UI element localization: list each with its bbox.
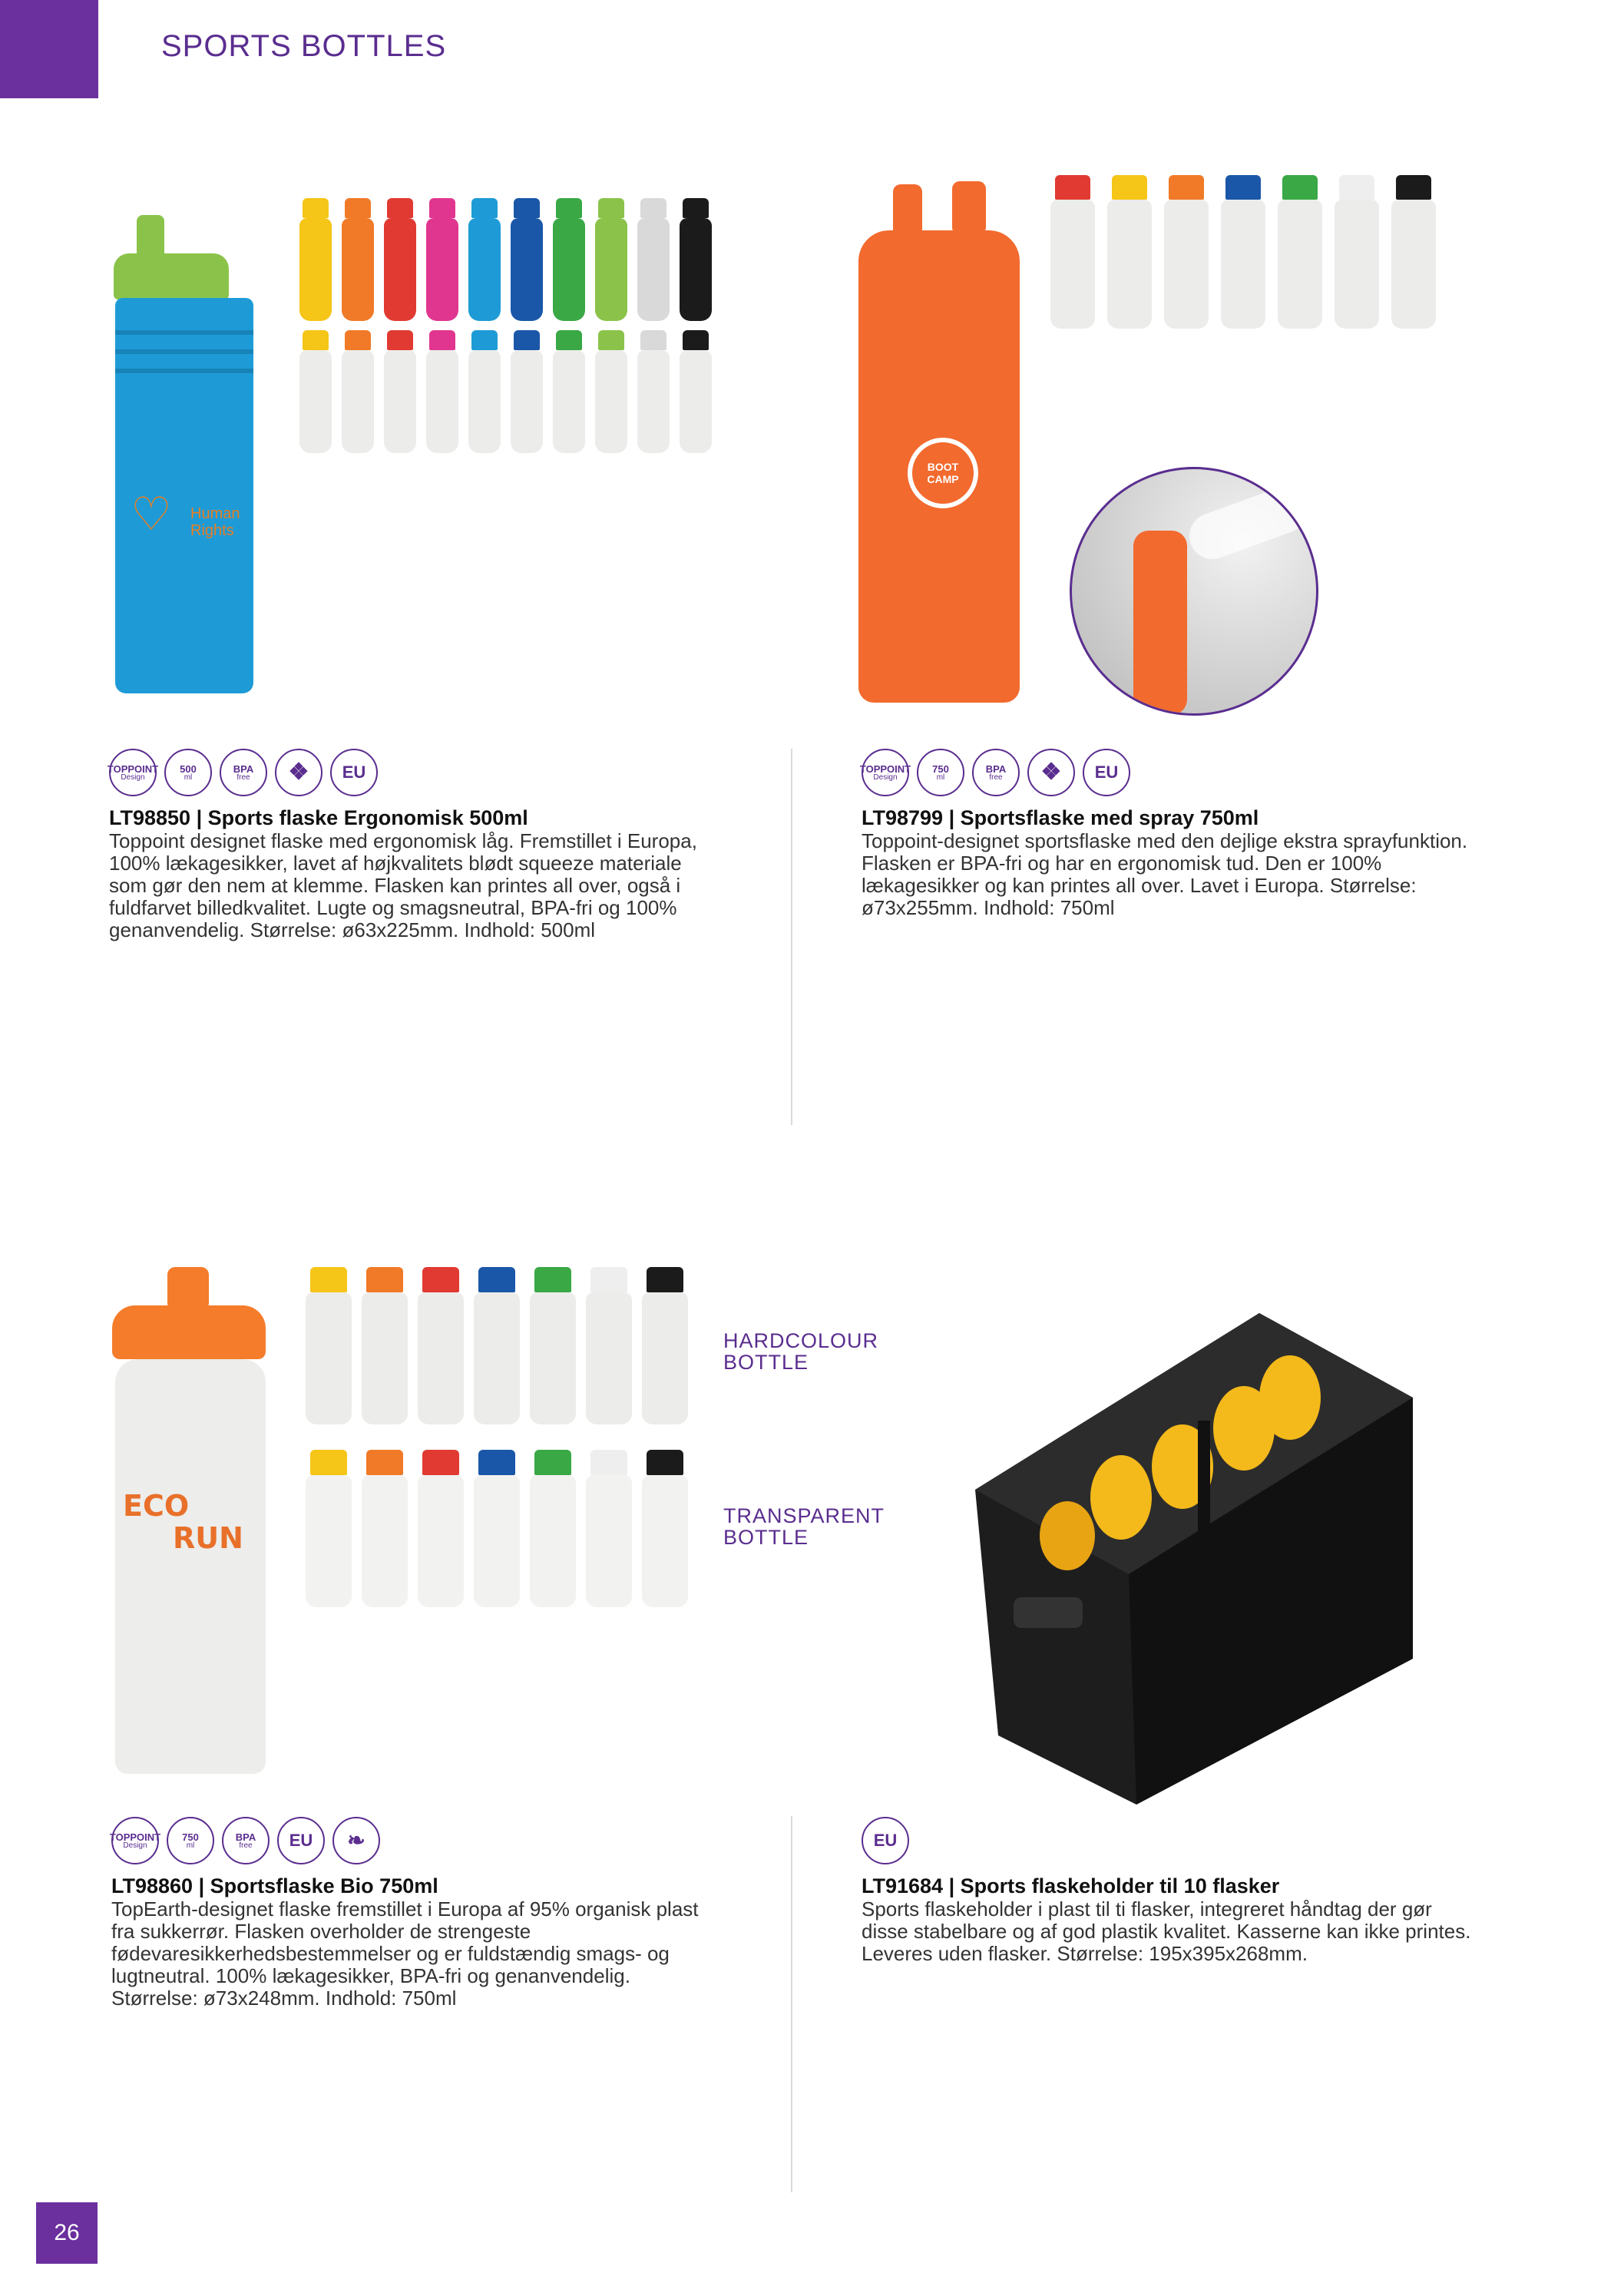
bottle-variant-body (680, 218, 712, 321)
badge-row-1 (109, 749, 378, 796)
bottle-variant-body (362, 1292, 408, 1424)
bottle-variant-cap (598, 330, 624, 350)
bottle-variant-cap (478, 1450, 515, 1475)
badge-row-4 (862, 1817, 909, 1864)
toppoint-design-badge: TOPPOINT Design (111, 1817, 159, 1864)
eu-badge: EU (277, 1817, 325, 1864)
transparent-bottle-label: TRANSPARENT BOTTLE (723, 1504, 885, 1549)
bottle-variant-body (384, 218, 416, 321)
bottle-variant-body (418, 1292, 464, 1424)
bottle-variant-body (1391, 200, 1436, 329)
bottle-variant-body (426, 218, 458, 321)
bottle-variant-cap (429, 330, 455, 350)
bottle-variant-body (299, 218, 332, 321)
bottle-variant-cap (303, 330, 329, 350)
bottle-variant-cap (1169, 175, 1204, 200)
bottle-variant-body (511, 218, 543, 321)
bpa-free-badge: BPA free (220, 749, 267, 796)
bottle-variant-cap (514, 330, 540, 350)
bottle-variant-body (299, 350, 332, 453)
bottle-print-text: Human Rights (190, 505, 240, 539)
bottle-variant-cap (1339, 175, 1374, 200)
bottle-variant-body (418, 1475, 464, 1607)
bottle-variant-cap (556, 330, 582, 350)
bottle-variant-body (637, 218, 670, 321)
bottle-variant-body (1278, 200, 1322, 329)
bottle-variant-body (1107, 200, 1152, 329)
bottle-variant-body (362, 1475, 408, 1607)
bottle-variant-cap (683, 198, 709, 218)
bottle-variant-cap (310, 1267, 347, 1292)
bottle-variant-body (468, 350, 501, 453)
bottle-variant-cap (422, 1267, 459, 1292)
bottle-variant-body (586, 1292, 632, 1424)
bottle-variant-cap (429, 198, 455, 218)
eu-badge: EU (1083, 749, 1130, 796)
toppoint-design-badge: TOPPOINT Design (109, 749, 157, 796)
bottle-variant-cap (471, 330, 498, 350)
bottle-variant-cap (1112, 175, 1147, 200)
toppoint-design-badge: TOPPOINT Design (862, 749, 909, 796)
bottle-variant-cap (534, 1267, 571, 1292)
bottle-variant-cap (640, 198, 666, 218)
puzzle-icon: ❖ (1027, 749, 1075, 796)
bottle-variant-body (642, 1475, 688, 1607)
human-rights-logo: ♡ (131, 488, 172, 540)
bottle-variant-cap (471, 198, 498, 218)
bottle-variant-body (530, 1475, 576, 1607)
product-title-3: LT98860 | Sportsflaske Bio 750ml (111, 1874, 438, 1897)
column-divider-bottom (791, 1816, 792, 2192)
bottle-variant-body (1221, 200, 1265, 329)
bottle-variant-body (637, 350, 670, 453)
bottle-variant-body (586, 1475, 632, 1607)
bottle-variant-body (553, 218, 585, 321)
bottle-variant-cap (345, 330, 371, 350)
bpa-free-badge: BPA free (222, 1817, 270, 1864)
volume-badge: 500 ml (164, 749, 212, 796)
bottle-variant-body (595, 350, 627, 453)
badge-row-3 (111, 1817, 380, 1864)
bottle-variant-body (511, 350, 543, 453)
product-title-4: LT91684 | Sports flaskeholder til 10 flasker (862, 1874, 1280, 1897)
bottle-variant-body (1335, 200, 1379, 329)
bottle-variant-body (384, 350, 416, 453)
bottle-variant-body (342, 350, 374, 453)
column-divider-top (791, 749, 792, 1125)
bottle-variant-body (1050, 200, 1095, 329)
product-title-2: LT98799 | Sportsflaske med spray 750ml (862, 806, 1259, 829)
bottle-variant-body (530, 1292, 576, 1424)
header-color-tab (0, 0, 98, 98)
bottle-variant-cap (1055, 175, 1090, 200)
bottle-variant-cap (598, 198, 624, 218)
product-description-2: Toppoint-designet sportsflaske med den dejlige ekstra sprayfunktion. Flasken er BPA-fri og har en ergonomisk tud. Den er 100% lækagesikker og kan printes all over. Lavet i Europa. Størrelse: ø73x255mm. Indhold: 750ml (862, 829, 1468, 919)
product-description-1: Toppoint designet flaske med ergonomisk låg. Fremstillet i Europa, 100% lækagesikker, lavet af højkvalitets blødt squeeze materiale som gør den nem at klemme. Flasken kan printes all over, også i fuldfarvet billedkvalitet. Lugte og smagsneutral, BPA-fri og 100% genanvendelig. Størrelse: ø63x225mm. Indhold: 500ml (109, 829, 697, 941)
bottle-variant-cap (647, 1450, 683, 1475)
bottle-variant-cap (387, 198, 413, 218)
bottle-variant-cap (590, 1267, 627, 1292)
product-title-1: LT98850 | Sports flaske Ergonomisk 500ml (109, 806, 528, 829)
bottle-variant-body (474, 1475, 520, 1607)
page-number: 26 (36, 2202, 98, 2264)
bottle-variant-cap (478, 1267, 515, 1292)
bottle-variant-body (306, 1292, 352, 1424)
bottle-variant-cap (514, 198, 540, 218)
bottle-variant-cap (590, 1450, 627, 1475)
volume-badge: 750 ml (167, 1817, 214, 1864)
bottle-variant-body (306, 1475, 352, 1607)
bottle-variant-cap (310, 1450, 347, 1475)
bottle-variant-cap (640, 330, 666, 350)
bottle-variant-cap (422, 1450, 459, 1475)
spray-detail-image (1070, 467, 1318, 716)
bottle-variant-cap (1396, 175, 1431, 200)
volume-badge: 750 ml (917, 749, 964, 796)
puzzle-icon: ❖ (275, 749, 322, 796)
bottle-variant-cap (556, 198, 582, 218)
bottle-variant-body (553, 350, 585, 453)
eu-badge: EU (330, 749, 378, 796)
eco-run-logo: ECO RUN (123, 1489, 243, 1555)
bpa-free-badge: BPA free (972, 749, 1020, 796)
bottle-variant-cap (345, 198, 371, 218)
bottle-variant-cap (366, 1450, 403, 1475)
bottle-print-text: BOOT CAMP (927, 461, 959, 485)
bottle-variant-body (642, 1292, 688, 1424)
bottle-variant-cap (387, 330, 413, 350)
bottle-variant-body (474, 1292, 520, 1424)
product-description-3: TopEarth-designet flaske fremstillet i Europa af 95% organisk plast fra sukkerrør. Flasken overholder de strengeste fødevaresikkerhedsbestemmelser og er fuldstændig smags- og lugtneutral. 100% lækagesikker, BPA-fri og genanvendelig. Størrelse: ø73x248mm. Indhold: 750ml (111, 1897, 699, 2010)
product-description-4: Sports flaskeholder i plast til ti flasker, integreret håndtag der gør disse stabelbare og af god plastik kvalitet. Kasserne kan ikke printes. Leveres uden flasker. Størrelse: 195x395x268mm. (862, 1897, 1471, 1965)
bottle-variant-cap (647, 1267, 683, 1292)
bottle-variant-body (595, 218, 627, 321)
bottle-variant-body (468, 218, 501, 321)
bottle-variant-cap (1282, 175, 1318, 200)
bottle-variant-body (680, 350, 712, 453)
bottle-variant-cap (366, 1267, 403, 1292)
bottle-variant-body (1164, 200, 1209, 329)
bottle-variant-cap (683, 330, 709, 350)
bottle-variant-cap (303, 198, 329, 218)
badge-row-2 (859, 749, 1130, 796)
bottle-variant-body (426, 350, 458, 453)
page-title: SPORTS BOTTLES (161, 29, 447, 63)
bottle-variant-cap (1225, 175, 1261, 200)
leaf-icon: ❧ (332, 1817, 380, 1864)
bottle-variant-cap (534, 1450, 571, 1475)
hardcolour-bottle-label: HARDCOLOUR BOTTLE (723, 1329, 879, 1374)
bottle-variant-body (342, 218, 374, 321)
eu-badge: EU (862, 1817, 909, 1864)
